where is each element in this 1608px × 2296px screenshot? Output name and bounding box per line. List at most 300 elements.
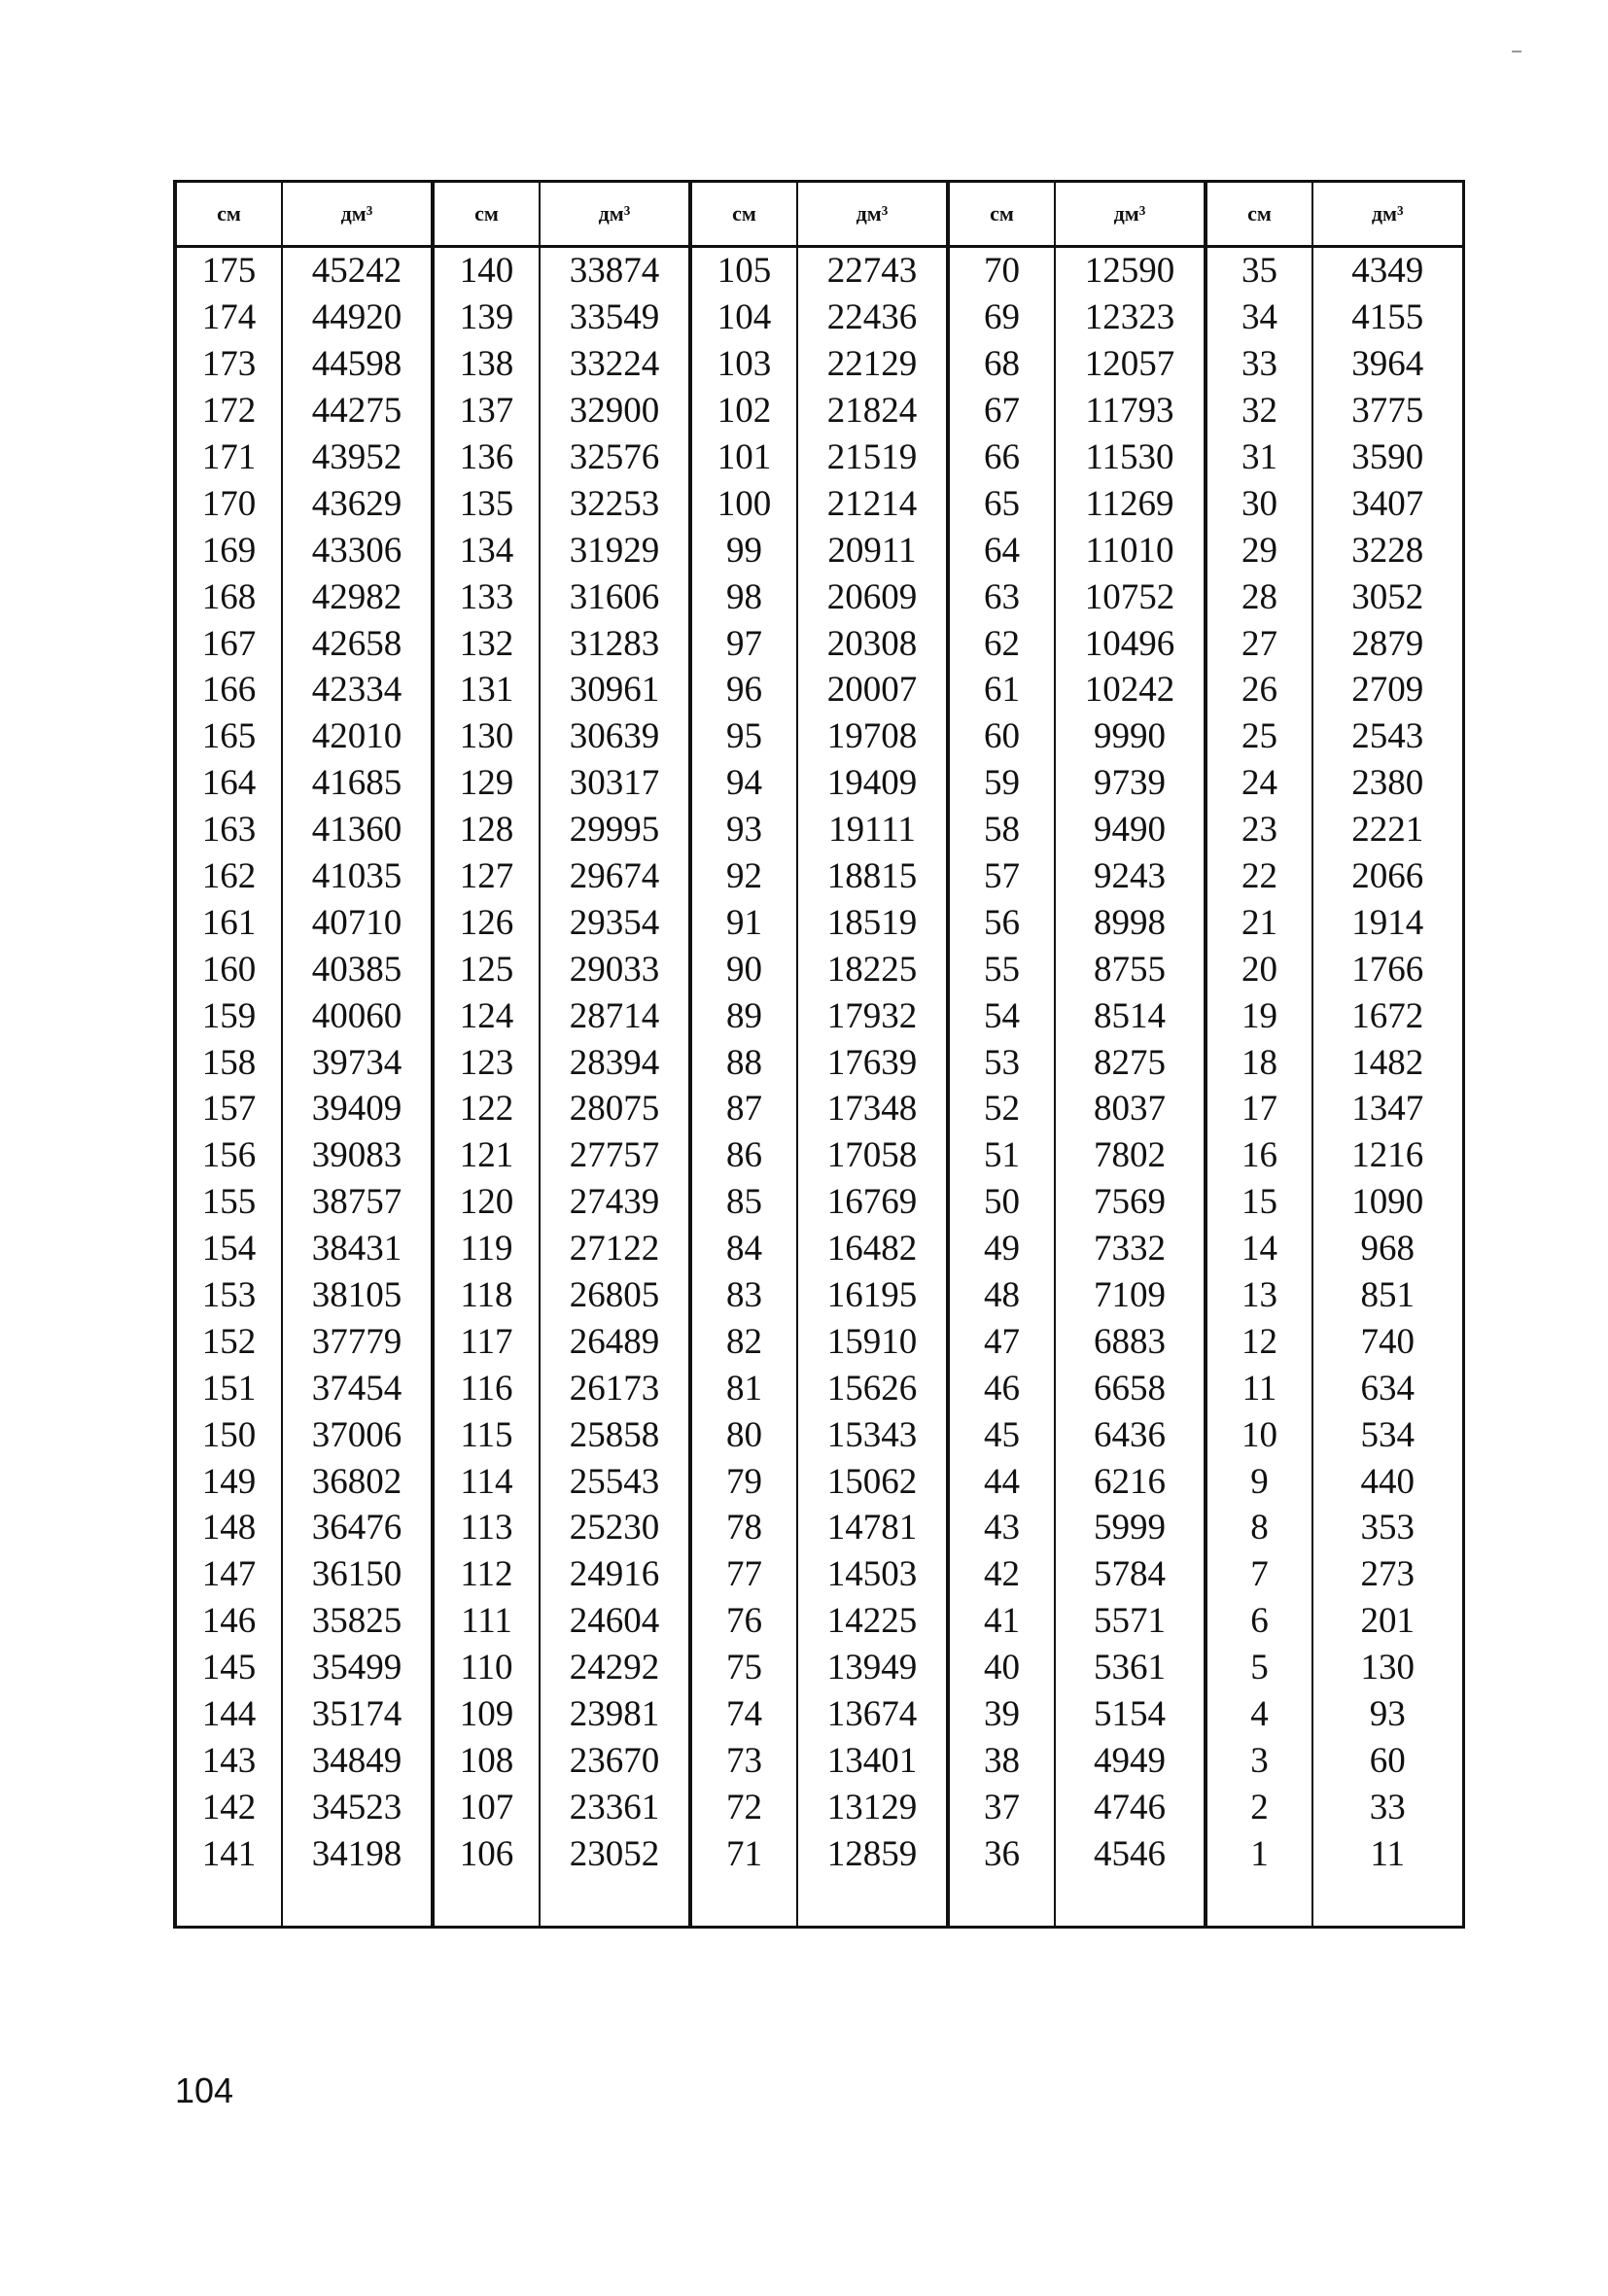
cell-cm: 83 (690, 1272, 797, 1319)
cell-dm3: 40710 (282, 899, 433, 946)
cell-cm: 33 (1206, 341, 1312, 388)
cell-cm: 45 (948, 1411, 1055, 1458)
cell-cm: 48 (948, 1272, 1055, 1319)
cell-dm3: 3775 (1312, 388, 1463, 435)
cell-cm: 151 (175, 1365, 282, 1411)
cell-cm: 57 (948, 853, 1055, 900)
cell-dm3: 34198 (282, 1830, 433, 1877)
cell-dm3: 36150 (282, 1551, 433, 1598)
cell-cm: 54 (948, 992, 1055, 1039)
cell-dm3: 27439 (540, 1179, 690, 1226)
cell-cm: 138 (433, 341, 540, 388)
cell-dm3: 353 (1312, 1505, 1463, 1551)
cell-cm: 61 (948, 667, 1055, 713)
cell-cm: 55 (948, 946, 1055, 992)
cell-cm: 137 (433, 388, 540, 435)
cell-cm: 5 (1206, 1645, 1312, 1691)
cell-cm: 3 (1206, 1738, 1312, 1785)
cell-dm3: 26173 (540, 1365, 690, 1411)
cell-cm: 99 (690, 527, 797, 574)
cell-cm: 174 (175, 295, 282, 341)
cell-cm: 28 (1206, 574, 1312, 620)
cell-cm: 106 (433, 1830, 540, 1877)
cell-cm: 117 (433, 1318, 540, 1365)
table-row (175, 760, 1463, 807)
spacer-cell (433, 1877, 540, 1928)
cell-dm3: 7802 (1055, 1132, 1206, 1179)
cell-dm3: 851 (1312, 1272, 1463, 1319)
cell-dm3: 6883 (1055, 1318, 1206, 1365)
table-header-row (175, 182, 1463, 247)
cell-cm: 165 (175, 713, 282, 760)
cell-cm: 43 (948, 1505, 1055, 1551)
cell-cm: 155 (175, 1179, 282, 1226)
cell-cm: 114 (433, 1458, 540, 1505)
table-row (175, 1645, 1463, 1691)
cell-dm3: 1482 (1312, 1039, 1463, 1086)
table-row (175, 713, 1463, 760)
cell-cm: 46 (948, 1365, 1055, 1411)
cell-cm: 66 (948, 435, 1055, 481)
cell-cm: 11 (1206, 1365, 1312, 1411)
cell-dm3: 26805 (540, 1272, 690, 1319)
cell-cm: 80 (690, 1411, 797, 1458)
cell-cm: 63 (948, 574, 1055, 620)
cell-dm3: 5361 (1055, 1645, 1206, 1691)
cell-cm: 29 (1206, 527, 1312, 574)
cell-cm: 89 (690, 992, 797, 1039)
cell-cm: 59 (948, 760, 1055, 807)
cell-cm: 111 (433, 1598, 540, 1645)
spacer-cell (690, 1877, 797, 1928)
cell-dm3: 3228 (1312, 527, 1463, 574)
volume-table (173, 180, 1465, 1929)
cell-cm: 67 (948, 388, 1055, 435)
table-row (175, 1458, 1463, 1505)
cell-dm3: 7569 (1055, 1179, 1206, 1226)
cell-dm3: 27757 (540, 1132, 690, 1179)
cell-cm: 164 (175, 760, 282, 807)
cell-cm: 34 (1206, 295, 1312, 341)
table-row (175, 620, 1463, 667)
cell-cm: 143 (175, 1738, 282, 1785)
cell-dm3: 5784 (1055, 1551, 1206, 1598)
cell-cm: 160 (175, 946, 282, 992)
cell-dm3: 39083 (282, 1132, 433, 1179)
cell-dm3: 534 (1312, 1411, 1463, 1458)
cell-dm3: 31606 (540, 574, 690, 620)
table-row (175, 946, 1463, 992)
table-row (175, 574, 1463, 620)
cell-dm3: 45242 (282, 247, 433, 295)
cell-dm3: 27122 (540, 1226, 690, 1272)
cell-cm: 7 (1206, 1551, 1312, 1598)
cell-cm: 58 (948, 807, 1055, 853)
cell-cm: 115 (433, 1411, 540, 1458)
cell-cm: 56 (948, 899, 1055, 946)
cell-cm: 25 (1206, 713, 1312, 760)
cell-cm: 123 (433, 1039, 540, 1086)
cell-cm: 9 (1206, 1458, 1312, 1505)
cell-dm3: 22436 (797, 295, 948, 341)
cell-dm3: 19708 (797, 713, 948, 760)
cell-dm3: 8037 (1055, 1086, 1206, 1132)
cell-cm: 8 (1206, 1505, 1312, 1551)
table-row (175, 1411, 1463, 1458)
cell-cm: 103 (690, 341, 797, 388)
cell-dm3: 17639 (797, 1039, 948, 1086)
cell-dm3: 9490 (1055, 807, 1206, 853)
cell-dm3: 4349 (1312, 247, 1463, 295)
cell-dm3: 32576 (540, 435, 690, 481)
scan-mark (1512, 51, 1521, 52)
table-row (175, 295, 1463, 341)
cell-dm3: 15910 (797, 1318, 948, 1365)
column-header-cm: см (948, 182, 1055, 247)
cell-dm3: 23052 (540, 1830, 690, 1877)
column-header-dm3: дм³ (797, 182, 948, 247)
column-header-cm: см (690, 182, 797, 247)
cell-dm3: 38105 (282, 1272, 433, 1319)
cell-cm: 171 (175, 435, 282, 481)
cell-cm: 173 (175, 341, 282, 388)
cell-dm3: 29995 (540, 807, 690, 853)
cell-dm3: 12323 (1055, 295, 1206, 341)
table-row (175, 1784, 1463, 1830)
cell-dm3: 10242 (1055, 667, 1206, 713)
cell-dm3: 18519 (797, 899, 948, 946)
cell-dm3: 17058 (797, 1132, 948, 1179)
table-row (175, 807, 1463, 853)
column-header-cm: см (175, 182, 282, 247)
cell-cm: 93 (690, 807, 797, 853)
cell-dm3: 2066 (1312, 853, 1463, 900)
cell-dm3: 18225 (797, 946, 948, 992)
cell-cm: 36 (948, 1830, 1055, 1877)
cell-cm: 130 (433, 713, 540, 760)
cell-cm: 97 (690, 620, 797, 667)
cell-dm3: 15062 (797, 1458, 948, 1505)
cell-dm3: 42658 (282, 620, 433, 667)
cell-cm: 129 (433, 760, 540, 807)
cell-cm: 50 (948, 1179, 1055, 1226)
cell-dm3: 273 (1312, 1551, 1463, 1598)
cell-cm: 107 (433, 1784, 540, 1830)
cell-dm3: 30961 (540, 667, 690, 713)
cell-dm3: 740 (1312, 1318, 1463, 1365)
cell-dm3: 20609 (797, 574, 948, 620)
cell-dm3: 11269 (1055, 480, 1206, 527)
cell-cm: 64 (948, 527, 1055, 574)
cell-cm: 49 (948, 1226, 1055, 1272)
cell-cm: 44 (948, 1458, 1055, 1505)
cell-cm: 13 (1206, 1272, 1312, 1319)
cell-dm3: 21824 (797, 388, 948, 435)
cell-cm: 120 (433, 1179, 540, 1226)
cell-dm3: 25543 (540, 1458, 690, 1505)
cell-cm: 132 (433, 620, 540, 667)
cell-cm: 30 (1206, 480, 1312, 527)
table-row (175, 1318, 1463, 1365)
cell-dm3: 12590 (1055, 247, 1206, 295)
page-number: 104 (175, 2070, 234, 2110)
cell-cm: 23 (1206, 807, 1312, 853)
cell-cm: 156 (175, 1132, 282, 1179)
cell-cm: 4 (1206, 1691, 1312, 1738)
cell-dm3: 29033 (540, 946, 690, 992)
table-row (175, 1738, 1463, 1785)
cell-dm3: 38431 (282, 1226, 433, 1272)
table-row (175, 1365, 1463, 1411)
cell-dm3: 634 (1312, 1365, 1463, 1411)
table-row (175, 1505, 1463, 1551)
cell-dm3: 3407 (1312, 480, 1463, 527)
cell-dm3: 19111 (797, 807, 948, 853)
cell-cm: 19 (1206, 992, 1312, 1039)
table-row (175, 1551, 1463, 1598)
cell-cm: 105 (690, 247, 797, 295)
cell-cm: 21 (1206, 899, 1312, 946)
cell-dm3: 42982 (282, 574, 433, 620)
cell-cm: 147 (175, 1551, 282, 1598)
spacer-cell (175, 1877, 282, 1928)
cell-cm: 12 (1206, 1318, 1312, 1365)
cell-cm: 65 (948, 480, 1055, 527)
cell-dm3: 14781 (797, 1505, 948, 1551)
cell-dm3: 3052 (1312, 574, 1463, 620)
cell-dm3: 4949 (1055, 1738, 1206, 1785)
cell-cm: 68 (948, 341, 1055, 388)
cell-cm: 62 (948, 620, 1055, 667)
cell-cm: 87 (690, 1086, 797, 1132)
cell-cm: 6 (1206, 1598, 1312, 1645)
cell-dm3: 41035 (282, 853, 433, 900)
cell-dm3: 12057 (1055, 341, 1206, 388)
cell-dm3: 32900 (540, 388, 690, 435)
cell-cm: 37 (948, 1784, 1055, 1830)
spacer-cell (1312, 1877, 1463, 1928)
spacer-cell (948, 1877, 1055, 1928)
table-spacer-row (175, 1877, 1463, 1928)
cell-dm3: 1914 (1312, 899, 1463, 946)
cell-cm: 96 (690, 667, 797, 713)
cell-dm3: 33224 (540, 341, 690, 388)
cell-cm: 145 (175, 1645, 282, 1691)
cell-dm3: 10496 (1055, 620, 1206, 667)
cell-dm3: 21519 (797, 435, 948, 481)
cell-cm: 116 (433, 1365, 540, 1411)
cell-dm3: 130 (1312, 1645, 1463, 1691)
cell-dm3: 29674 (540, 853, 690, 900)
cell-dm3: 1766 (1312, 946, 1463, 992)
cell-cm: 73 (690, 1738, 797, 1785)
cell-dm3: 26489 (540, 1318, 690, 1365)
cell-cm: 149 (175, 1458, 282, 1505)
cell-dm3: 201 (1312, 1598, 1463, 1645)
cell-dm3: 37454 (282, 1365, 433, 1411)
cell-dm3: 30317 (540, 760, 690, 807)
column-header-dm3: дм³ (1312, 182, 1463, 247)
table-row (175, 1272, 1463, 1319)
cell-dm3: 16195 (797, 1272, 948, 1319)
spacer-cell (1055, 1877, 1206, 1928)
cell-dm3: 41360 (282, 807, 433, 853)
cell-cm: 91 (690, 899, 797, 946)
cell-dm3: 19409 (797, 760, 948, 807)
cell-cm: 22 (1206, 853, 1312, 900)
cell-dm3: 14503 (797, 1551, 948, 1598)
cell-cm: 157 (175, 1086, 282, 1132)
cell-cm: 2 (1206, 1784, 1312, 1830)
cell-dm3: 8514 (1055, 992, 1206, 1039)
cell-dm3: 9243 (1055, 853, 1206, 900)
table-row (175, 247, 1463, 295)
cell-cm: 39 (948, 1691, 1055, 1738)
cell-cm: 127 (433, 853, 540, 900)
cell-cm: 38 (948, 1738, 1055, 1785)
cell-dm3: 1216 (1312, 1132, 1463, 1179)
cell-cm: 139 (433, 295, 540, 341)
cell-dm3: 1672 (1312, 992, 1463, 1039)
cell-dm3: 20007 (797, 667, 948, 713)
cell-cm: 119 (433, 1226, 540, 1272)
cell-dm3: 6216 (1055, 1458, 1206, 1505)
cell-cm: 168 (175, 574, 282, 620)
cell-cm: 161 (175, 899, 282, 946)
cell-dm3: 1347 (1312, 1086, 1463, 1132)
cell-dm3: 24916 (540, 1551, 690, 1598)
cell-dm3: 36802 (282, 1458, 433, 1505)
cell-cm: 82 (690, 1318, 797, 1365)
cell-cm: 167 (175, 620, 282, 667)
cell-dm3: 5571 (1055, 1598, 1206, 1645)
cell-cm: 94 (690, 760, 797, 807)
cell-cm: 32 (1206, 388, 1312, 435)
cell-cm: 162 (175, 853, 282, 900)
cell-dm3: 39734 (282, 1039, 433, 1086)
cell-dm3: 6436 (1055, 1411, 1206, 1458)
cell-dm3: 29354 (540, 899, 690, 946)
cell-cm: 121 (433, 1132, 540, 1179)
cell-dm3: 32253 (540, 480, 690, 527)
cell-cm: 42 (948, 1551, 1055, 1598)
column-header-dm3: дм³ (282, 182, 433, 247)
cell-dm3: 5154 (1055, 1691, 1206, 1738)
cell-cm: 52 (948, 1086, 1055, 1132)
cell-dm3: 13674 (797, 1691, 948, 1738)
cell-cm: 81 (690, 1365, 797, 1411)
cell-cm: 169 (175, 527, 282, 574)
cell-cm: 112 (433, 1551, 540, 1598)
cell-cm: 72 (690, 1784, 797, 1830)
cell-dm3: 14225 (797, 1598, 948, 1645)
cell-cm: 144 (175, 1691, 282, 1738)
cell-dm3: 39409 (282, 1086, 433, 1132)
cell-dm3: 6658 (1055, 1365, 1206, 1411)
cell-dm3: 11010 (1055, 527, 1206, 574)
table-row (175, 1598, 1463, 1645)
cell-cm: 69 (948, 295, 1055, 341)
cell-cm: 76 (690, 1598, 797, 1645)
table-row (175, 899, 1463, 946)
cell-cm: 128 (433, 807, 540, 853)
cell-dm3: 28394 (540, 1039, 690, 1086)
cell-dm3: 43306 (282, 527, 433, 574)
cell-dm3: 8755 (1055, 946, 1206, 992)
cell-cm: 148 (175, 1505, 282, 1551)
cell-dm3: 41685 (282, 760, 433, 807)
cell-dm3: 33549 (540, 295, 690, 341)
table-row (175, 667, 1463, 713)
cell-cm: 79 (690, 1458, 797, 1505)
cell-cm: 142 (175, 1784, 282, 1830)
cell-cm: 24 (1206, 760, 1312, 807)
cell-dm3: 20308 (797, 620, 948, 667)
cell-dm3: 36476 (282, 1505, 433, 1551)
cell-dm3: 2543 (1312, 713, 1463, 760)
table-row (175, 1086, 1463, 1132)
cell-cm: 118 (433, 1272, 540, 1319)
column-header-dm3: дм³ (540, 182, 690, 247)
cell-cm: 163 (175, 807, 282, 853)
cell-dm3: 1090 (1312, 1179, 1463, 1226)
cell-dm3: 10752 (1055, 574, 1206, 620)
cell-cm: 122 (433, 1086, 540, 1132)
cell-dm3: 2380 (1312, 760, 1463, 807)
cell-cm: 154 (175, 1226, 282, 1272)
cell-cm: 150 (175, 1411, 282, 1458)
cell-dm3: 4546 (1055, 1830, 1206, 1877)
cell-dm3: 31929 (540, 527, 690, 574)
cell-dm3: 3590 (1312, 435, 1463, 481)
cell-dm3: 23361 (540, 1784, 690, 1830)
cell-cm: 135 (433, 480, 540, 527)
cell-cm: 102 (690, 388, 797, 435)
table-row (175, 1830, 1463, 1877)
cell-dm3: 28714 (540, 992, 690, 1039)
cell-dm3: 4155 (1312, 295, 1463, 341)
cell-dm3: 12859 (797, 1830, 948, 1877)
cell-dm3: 440 (1312, 1458, 1463, 1505)
cell-dm3: 43952 (282, 435, 433, 481)
cell-dm3: 7109 (1055, 1272, 1206, 1319)
cell-dm3: 11530 (1055, 435, 1206, 481)
cell-cm: 85 (690, 1179, 797, 1226)
spacer-cell (1206, 1877, 1312, 1928)
cell-cm: 10 (1206, 1411, 1312, 1458)
cell-dm3: 15343 (797, 1411, 948, 1458)
cell-cm: 60 (948, 713, 1055, 760)
cell-dm3: 5999 (1055, 1505, 1206, 1551)
cell-dm3: 35825 (282, 1598, 433, 1645)
table-row (175, 341, 1463, 388)
spacer-cell (540, 1877, 690, 1928)
cell-cm: 104 (690, 295, 797, 341)
cell-cm: 152 (175, 1318, 282, 1365)
cell-dm3: 33 (1312, 1784, 1463, 1830)
table-body (175, 247, 1463, 1928)
cell-dm3: 7332 (1055, 1226, 1206, 1272)
cell-dm3: 11 (1312, 1830, 1463, 1877)
cell-cm: 109 (433, 1691, 540, 1738)
cell-dm3: 34523 (282, 1784, 433, 1830)
cell-dm3: 20911 (797, 527, 948, 574)
table-row (175, 435, 1463, 481)
cell-dm3: 44598 (282, 341, 433, 388)
cell-cm: 20 (1206, 946, 1312, 992)
cell-cm: 126 (433, 899, 540, 946)
cell-cm: 158 (175, 1039, 282, 1086)
